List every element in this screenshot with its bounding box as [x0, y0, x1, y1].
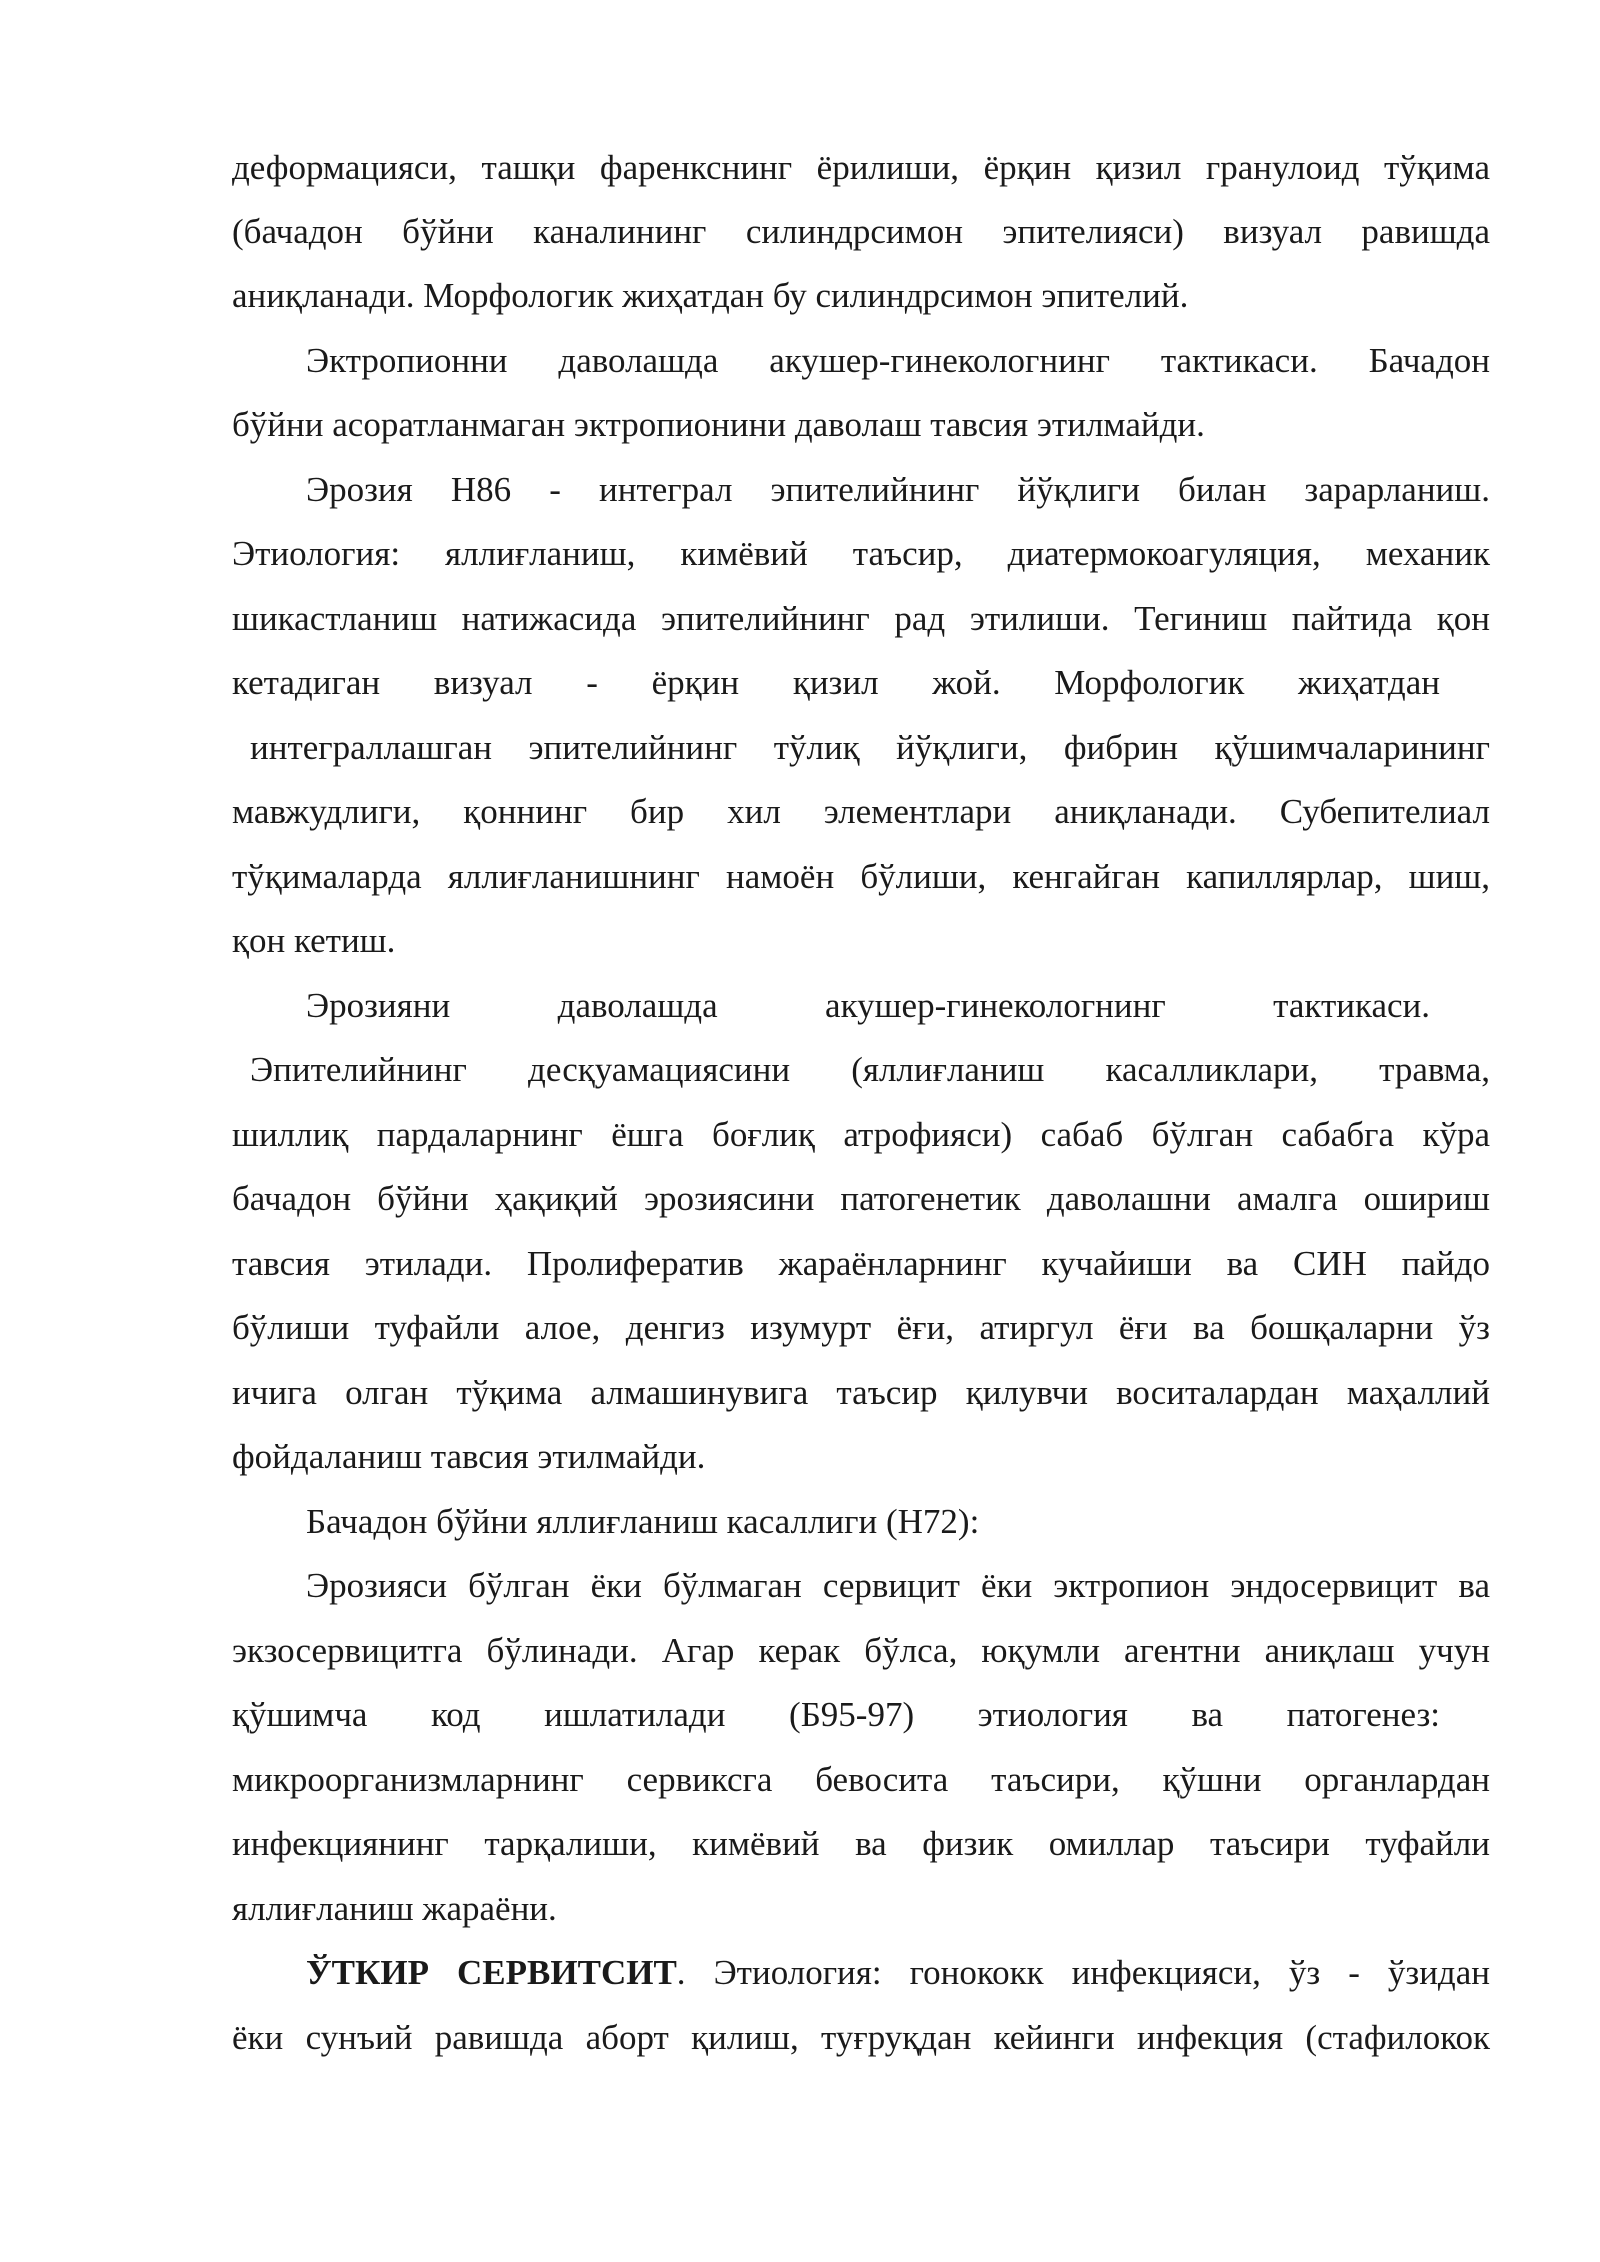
text-line: Этиология: яллиғланиш, кимёвий таъсир, диатермокоагуляция, механик	[232, 534, 1490, 573]
paragraph-first-line: Эрозияси бўлган ёки бўлмаган сервицит ёки эктропион эндосервицит ва	[306, 1566, 1490, 1605]
paragraph-first-line	[306, 1953, 1490, 1993]
text-line: бўйни асоратланмаган эктропионини даволаш тавсия этилмайди.	[232, 405, 1205, 444]
text-line: қўшимча код ишлатилади (Б95-97) этиология ва патогенез:	[232, 1695, 1440, 1734]
text-line: тўқималарда яллиғланишнинг намоён бўлиши, кенгайган капиллярлар, шиш,	[232, 857, 1490, 896]
paragraph-first-line: Бачадон бўйни яллиғланиш касаллиги (Н72):	[306, 1502, 980, 1541]
text-line: бачадон бўйни ҳақиқий эрозиясини патогенетик даволашни амалга ошириш	[232, 1179, 1490, 1218]
section-heading: ЎТКИР СЕРВИТСИТ	[306, 1953, 677, 1992]
text-line: Эпителийнинг десқуамациясини (яллиғланиш касалликлари, травма,	[250, 1050, 1490, 1089]
paragraph-first-line: Эрозияни даволашда акушер-гинекологнинг тактикаси.	[306, 986, 1430, 1025]
text-line: ичига олган тўқима алмашинувига таъсир қилувчи воситалардан маҳаллий	[232, 1373, 1490, 1412]
text-line: яллиғланиш жараёни.	[232, 1889, 557, 1928]
text-line: ёки сунъий равишда аборт қилиш, туғруқдан кейинги инфекция (стафилокок	[232, 2018, 1490, 2057]
text-line: шиллиқ пардаларнинг ёшга боғлиқ атрофияси) сабаб бўлган сабабга кўра	[232, 1115, 1490, 1154]
text-line: фойдаланиш тавсия этилмайди.	[232, 1437, 706, 1476]
section-heading-text: . Этиология: гонококк инфекцияси, ўз - ўзидан	[676, 1953, 1490, 1992]
text-line: мавжудлиги, қоннинг бир хил элементлари аниқланади. Субепителиал	[232, 792, 1490, 831]
text-line: интеграллашган эпителийнинг тўлиқ йўқлиги, фибрин қўшимчаларининг	[250, 728, 1490, 767]
text-line: аниқланади. Морфологик жиҳатдан бу силиндрсимон эпителий.	[232, 276, 1189, 315]
text-line: деформацияси, ташқи фаренкснинг ёрилиши, ёрқин қизил гранулоид тўқима	[232, 148, 1490, 187]
paragraph-first-line: Эрозия Н86 - интеграл эпителийнинг йўқлиги билан зарарланиш.	[306, 470, 1490, 509]
text-line: экзосервицитга бўлинади. Агар керак бўлса, юқумли агентни аниқлаш учун	[232, 1631, 1490, 1670]
text-line: (бачадон бўйни каналининг силиндрсимон эпителияси) визуал равишда	[232, 212, 1490, 251]
text-line: бўлиши туфайли алое, денгиз изумурт ёғи, атиргул ёғи ва бошқаларни ўз	[232, 1308, 1490, 1347]
text-line: тавсия этилади. Пролифератив жараёнларнинг кучайиши ва СИН пайдо	[232, 1244, 1490, 1283]
text-line: қон кетиш.	[232, 921, 396, 960]
text-line: кетадиган визуал - ёрқин қизил жой. Морфологик жиҳатдан	[232, 663, 1440, 702]
text-line: микроорганизмларнинг сервиксга бевосита таъсири, қўшни органлардан	[232, 1760, 1490, 1799]
text-line: шикастланиш натижасида эпителийнинг рад этилиши. Тегиниш пайтида қон	[232, 599, 1490, 638]
text-line: инфекциянинг тарқалиши, кимёвий ва физик омиллар таъсири туфайли	[232, 1824, 1490, 1863]
paragraph-first-line: Эктропионни даволашда акушер-гинекологнинг тактикаси. Бачадон	[306, 341, 1490, 380]
